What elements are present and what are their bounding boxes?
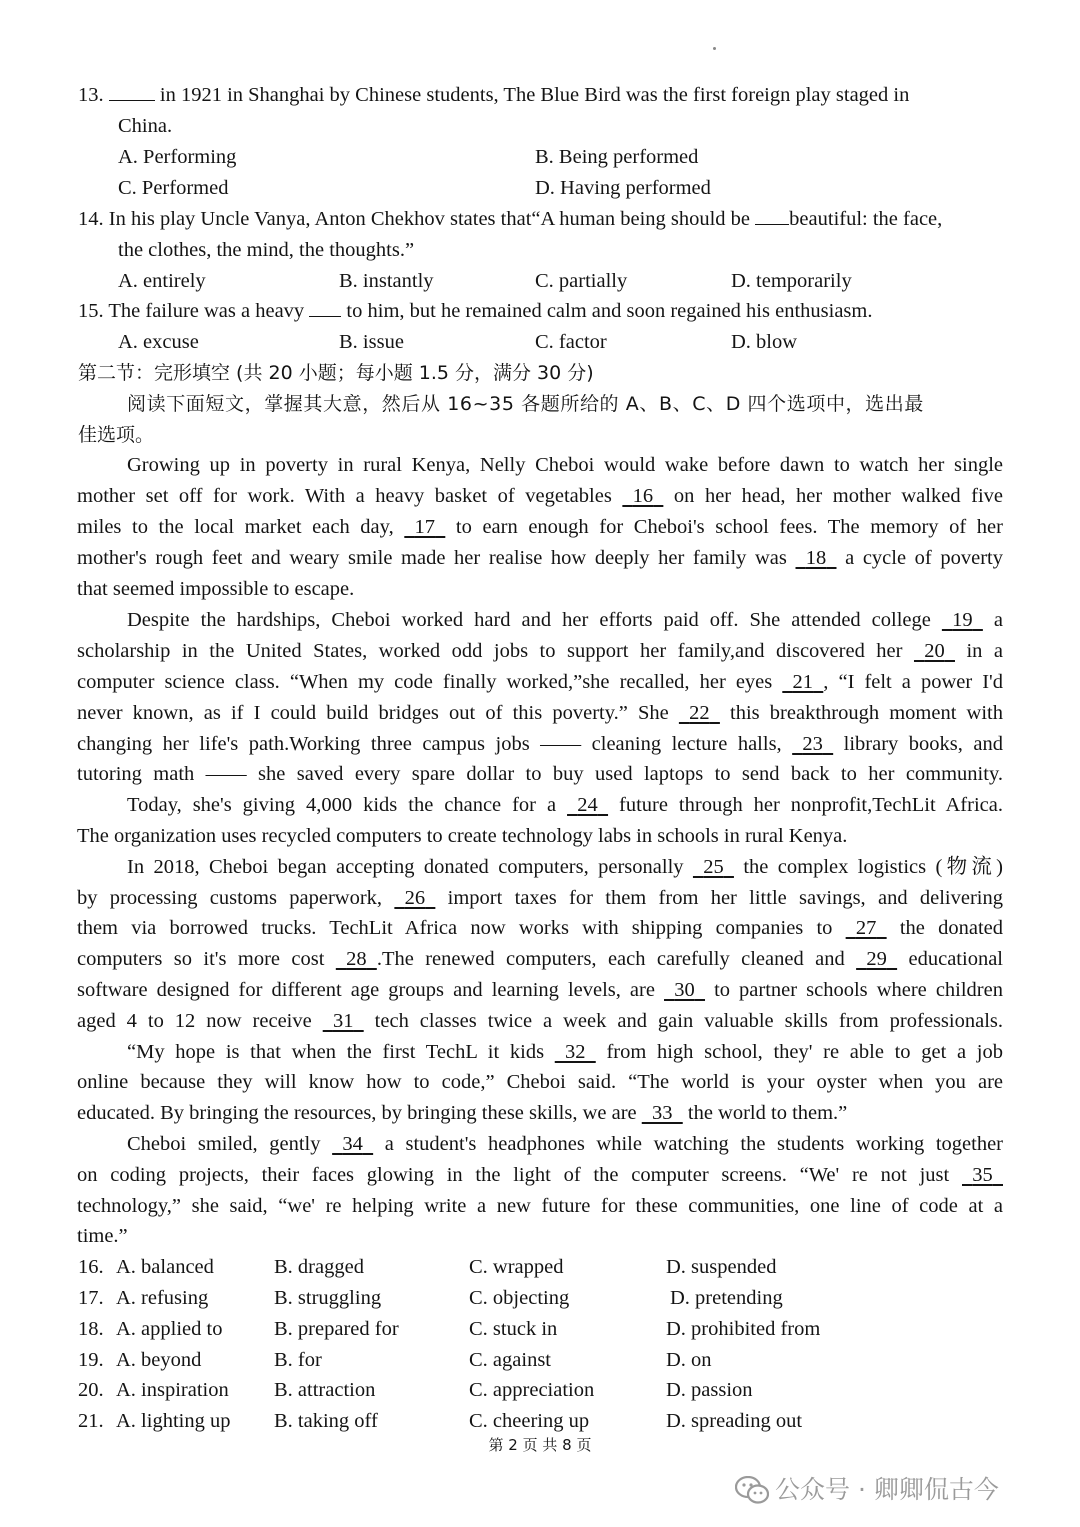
blank-23: 23 (802, 733, 823, 755)
page-footer: 第 2 页 共 8 页 (488, 1436, 592, 1454)
passage-line: time.” (77, 1225, 128, 1247)
section-instructions-1: 阅读下面短文，掌握其大意，然后从 16~35 各题所给的 A、B、C、D 四个选项中，选出最 (127, 393, 924, 415)
blank-31: 31 (332, 1010, 354, 1032)
passage-line: never known, as if I could build bridges out of this poverty.” She 22 this breakthrough moment with (77, 698, 1003, 728)
option-a: A. beyond (116, 1349, 202, 1371)
passage-line: Cheboi smiled, gently 34 a student's headphones while watching the students working together (127, 1129, 1003, 1159)
option-d: D. pretending (670, 1287, 783, 1309)
option-13-c: C. Performed (118, 177, 229, 199)
option-b: B. prepared for (274, 1318, 399, 1340)
passage-line: changing her life's path.Working three campus jobs —— cleaning lecture halls, 23 library books, and (77, 729, 1003, 759)
blank-20: 20 (924, 640, 945, 662)
blank-26: 26 (404, 887, 426, 909)
option-15-b: B. issue (339, 331, 404, 353)
option-c: C. against (469, 1349, 551, 1371)
option-15-d: D. blow (731, 331, 798, 353)
option-a: A. lighting up (116, 1410, 231, 1432)
option-b: B. for (274, 1349, 322, 1371)
passage-line: In 2018, Cheboi began accepting donated computers, personally 25 the complex logistics (物流) (127, 852, 1003, 882)
blank-35: 35 (972, 1164, 993, 1186)
blank-28: 28 (346, 948, 367, 970)
blank-32: 32 (565, 1041, 586, 1063)
blank-18: 18 (805, 547, 827, 569)
option-number: 18. (78, 1318, 104, 1340)
question-14-line-1: 14. In his play Uncle Vanya, Anton Chekhov states that“A human being should be beautiful: the face, (78, 208, 943, 230)
question-13-line-2: China. (118, 115, 173, 137)
passage-line: scholarship in the United States, worked odd jobs to support her family,and discovered her 20 in a (77, 636, 1003, 666)
watermark-text: 公众号 · 卿卿侃古今 (775, 1475, 999, 1504)
question-13-line-1: 13. in 1921 in Shanghai by Chinese students, The Blue Bird was the first foreign play staged in (78, 84, 910, 106)
passage-line: online because they will know how to code,” Cheboi said. “The world is your oyster when you are (77, 1071, 1003, 1093)
blank-29: 29 (866, 948, 887, 970)
option-a: A. refusing (116, 1287, 209, 1309)
blank-19: 19 (952, 609, 973, 631)
wechat-icon (735, 1476, 769, 1504)
blank-33: 33 (652, 1102, 673, 1124)
option-d: D. suspended (666, 1256, 777, 1278)
passage-line: technology,” she said, “we' re helping write a new future for these communities, one line of code at a (77, 1195, 1003, 1217)
option-b: B. attraction (274, 1379, 376, 1401)
blank-17: 17 (414, 516, 436, 538)
option-c: C. wrapped (469, 1256, 564, 1278)
passage-line: on coding projects, their faces glowing in the light of the computer screens. “We' re not just 35 (77, 1160, 1003, 1190)
option-14-d: D. temporarily (731, 270, 852, 292)
option-d: D. passion (666, 1379, 753, 1401)
passage-line: miles to the local market each day, 17 to earn enough for Cheboi's school fees. The memory of her (77, 512, 1003, 542)
option-b: B. taking off (274, 1410, 378, 1432)
option-a: A. inspiration (116, 1379, 229, 1401)
option-d: D. spreading out (666, 1410, 803, 1432)
scan-speck (713, 47, 716, 50)
watermark (735, 1470, 999, 1506)
option-a: A. applied to (116, 1318, 223, 1340)
option-b: B. dragged (274, 1256, 364, 1278)
section-instructions-2: 佳选项。 (78, 424, 155, 446)
option-13-d: D. Having performed (535, 177, 711, 199)
option-15-a: A. excuse (118, 331, 199, 353)
passage-line: computer science class. “When my code finally worked,”she recalled, her eyes 21 , “I felt a power I'd (77, 667, 1003, 697)
option-13-a: A. Performing (118, 146, 237, 168)
passage-line: aged 4 to 12 now receive 31 tech classes twice a week and gain valuable skills from professionals. (77, 1006, 1003, 1036)
section-title: 第二节：完形填空 (共 20 小题；每小题 1.5 分，满分 30 分) (78, 362, 594, 384)
passage-line: tutoring math —— she saved every spare dollar to buy used laptops to send back to her community. (77, 763, 1003, 785)
passage-line: The organization uses recycled computers to create technology labs in schools in rural Kenya. (77, 825, 848, 847)
option-number: 19. (78, 1349, 104, 1371)
blank-27: 27 (855, 917, 877, 939)
question-14-line-2: the clothes, the mind, the thoughts.” (118, 239, 415, 261)
option-14-a: A. entirely (118, 270, 206, 292)
option-14-c: C. partially (535, 270, 628, 292)
passage-line: software designed for different age groups and learning levels, are 30 to partner schools where children (77, 975, 1003, 1005)
passage-line: mother's rough feet and weary smile made her realise how deeply her family was 18 a cycle of poverty (77, 543, 1003, 573)
passage-line: computers so it's more cost 28 .The renewed computers, each carefully cleaned and 29 educational (77, 944, 1003, 974)
option-number: 17. (78, 1287, 104, 1309)
option-15-c: C. factor (535, 331, 607, 353)
passage-line: them via borrowed trucks. TechLit Africa now works with shipping companies to 27 the donated (77, 913, 1003, 943)
option-14-b: B. instantly (339, 270, 434, 292)
option-d: D. on (666, 1349, 712, 1371)
passage-line: mother set off for work. With a heavy basket of vegetables 16 on her head, her mother walked five (77, 481, 1003, 511)
blank-16: 16 (632, 485, 654, 507)
option-c: C. stuck in (469, 1318, 558, 1340)
option-number: 16. (78, 1256, 104, 1278)
option-b: B. struggling (274, 1287, 382, 1309)
blank-25: 25 (703, 856, 724, 878)
option-number: 20. (78, 1379, 104, 1401)
answer-blank (309, 298, 341, 317)
blank-24: 24 (577, 794, 598, 816)
passage-line: that seemed impossible to escape. (77, 578, 355, 600)
option-a: A. balanced (116, 1256, 214, 1278)
option-number: 21. (78, 1410, 104, 1432)
passage-line: “My hope is that when the first TechL it kids 32 from high school, they' re able to get a job (127, 1037, 1003, 1067)
option-d: D. prohibited from (666, 1318, 821, 1340)
blank-22: 22 (689, 702, 710, 724)
passage-line: educated. By bringing the resources, by bringing these skills, we are 33 the world to them.” (77, 1098, 847, 1128)
passage-line: by processing customs paperwork, 26 import taxes for them from her little savings, and delivering (77, 883, 1003, 913)
option-c: C. appreciation (469, 1379, 595, 1401)
blank-30: 30 (674, 979, 695, 1001)
passage-line: Today, she's giving 4,000 kids the chance for a 24 future through her nonprofit,TechLit Africa. (127, 790, 1003, 820)
passage-line: Growing up in poverty in rural Kenya, Nelly Cheboi would wake before dawn to watch her single (127, 454, 1003, 476)
passage-line: Despite the hardships, Cheboi worked hard and her efforts paid off. She attended college 19 a (127, 605, 1003, 635)
blank-34: 34 (342, 1133, 363, 1155)
answer-blank (109, 82, 155, 101)
option-c: C. objecting (469, 1287, 570, 1309)
answer-blank (755, 206, 789, 225)
option-13-b: B. Being performed (535, 146, 699, 168)
option-c: C. cheering up (469, 1410, 590, 1432)
question-15-line-1: 15. The failure was a heavy to him, but he remained calm and soon regained his enthusiasm. (78, 300, 873, 322)
blank-21: 21 (792, 671, 814, 693)
